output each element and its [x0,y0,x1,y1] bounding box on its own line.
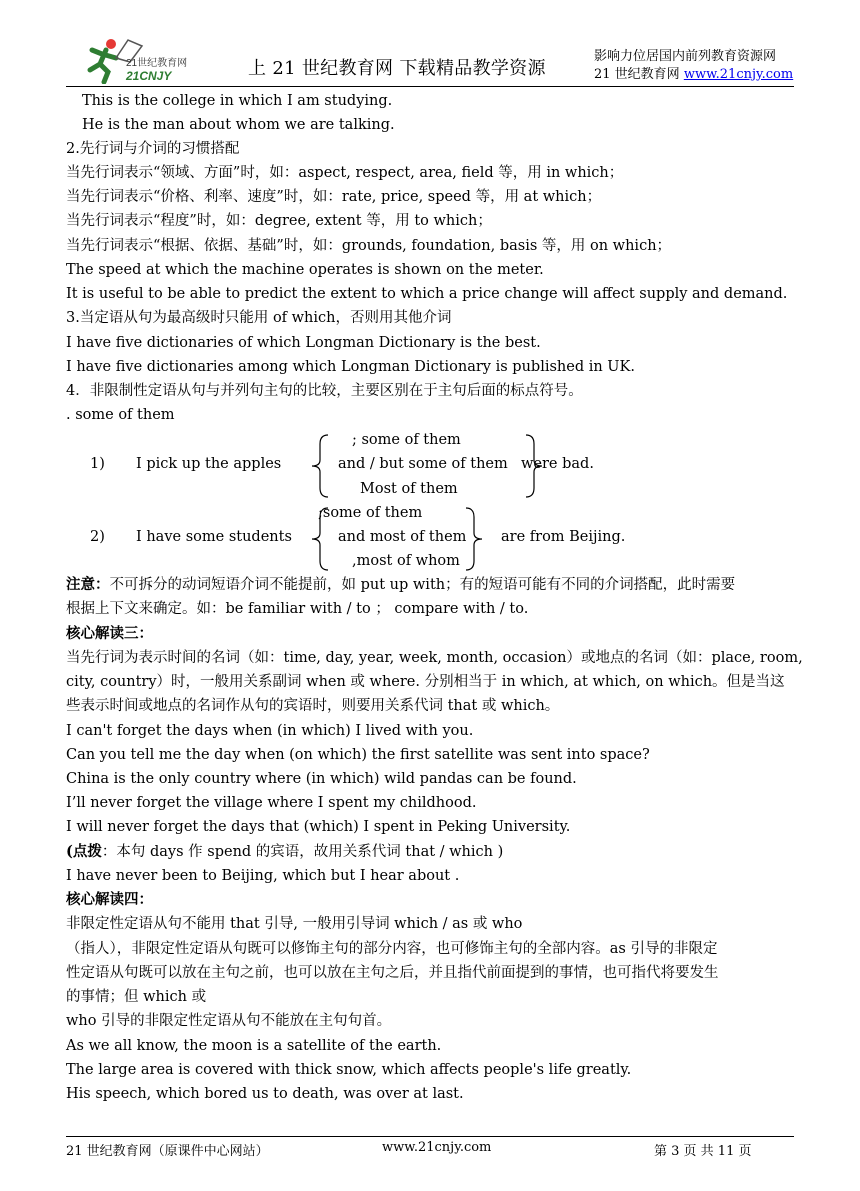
example1-option: Most of them [360,481,458,497]
text-line: The speed at which the machine operates is shown on the meter. [66,262,544,278]
header-right [594,48,794,84]
section-heading: 核心解读三： [66,625,153,642]
right-brace-icon [524,434,544,498]
example1-number: 1) [90,456,105,472]
example-sentence: I can't forget the days when (in which) I lived with you. [66,723,474,739]
svg-text:21CNJY: 21CNJY [126,69,172,83]
example2-option: and most of them [338,529,467,545]
header-tagline: 影响力位居国内前列教育资源网 [594,49,777,64]
header-title: 上 21 世纪教育网 下载精品教学资源 [248,58,546,79]
example-sentence: I’ll never forget the village where I spent my childhood. [66,795,477,811]
text-line: 当先行词为表示时间的名词（如：time, day, year, week, month, occasion）或地点的名词（如：place, room, [66,650,803,666]
note-line [66,576,735,594]
text-line: 4．非限制性定语从句与并列句主句的比较，主要区别在于主句后面的标点符号。 [66,383,583,399]
example-sentence: The large area is covered with thick snow, which affects people's life greatly. [66,1062,632,1078]
example2-main-clause: I have some students [136,529,292,545]
left-brace-icon [310,434,330,498]
text-line: 的事情；但 which 或 [66,989,207,1005]
svg-text:21世纪教育网: 21世纪教育网 [126,58,188,69]
text-line: 当先行词表示“程度”时，如：degree, extent 等，用 to which； [66,213,492,229]
example2-option: ;some of them [318,505,423,521]
note-label: 注意： [66,576,110,593]
text-line: This is the college in which I am studying. [82,93,393,109]
header-divider [66,86,794,87]
text-line: I have five dictionaries of which Longman Dictionary is the best. [66,335,541,351]
example1-option: ; some of them [352,432,461,448]
text-line: （指人），非限定性定语从句既可以修饰主句的部分内容，也可修饰主句的全部内容。as 引导的非限定 [66,941,718,957]
text-line: 当先行词表示“价格、利率、速度”时，如：rate, price, speed 等，用 at which； [66,189,602,205]
text-line: city, country）时，一般用关系副词 when 或 where. 分别相当于 in which, at which, on which。但是当这 [66,674,785,690]
footer-divider [66,1136,794,1137]
tip-text: ：本句 days 作 spend 的宾语，故用关系代词 that / which ) [101,844,504,860]
text-line: He is the man about whom we are talking. [82,117,395,133]
example-sentence: China is the only country where (in which) wild pandas can be found. [66,771,577,787]
header-site-line [594,66,794,84]
example1-main-clause: I pick up the apples [136,456,282,472]
example-sentence: As we all know, the moon is a satellite of the earth. [66,1038,442,1054]
right-brace-icon [464,507,484,571]
example-sentence: I will never forget the days that (which) I spent in Peking University. [66,819,571,835]
footer-page-number: 第 3 页 共 11 页 [654,1144,752,1159]
left-brace-icon [310,507,330,571]
header-site-name: 21 世纪教育网 [594,67,684,82]
example2-number: 2) [90,529,105,545]
text-line: 当先行词表示“根据、依据、基础”时，如：grounds, foundation, basis 等，用 on which； [66,238,672,254]
text-line: 2.先行词与介词的习惯搭配 [66,141,240,157]
text-line: . some of them [66,407,175,423]
footer-site: 21 世纪教育网（原课件中心网站） [66,1144,269,1159]
text-line: I have five dictionaries among which Longman Dictionary is published in UK. [66,359,635,375]
example2-tail: are from Beijing. [501,529,626,545]
text-line: It is useful to be able to predict the extent to which a price change will affect supply and demand. [66,286,788,302]
footer-link[interactable]: www.21cnjy.com [382,1140,492,1155]
tip-line [66,843,503,861]
example-sentence: I have never been to Beijing, which but I hear about . [66,868,460,884]
text-line: 根据上下文来确定。如：be familiar with / to ； compare with / to. [66,601,529,617]
site-logo [66,36,211,84]
text-line: 些表示时间或地点的名词作从句的宾语时，则要用关系代词 that 或 which。 [66,698,560,714]
text-line: 性定语从句既可以放在主句之前，也可以放在主句之后，并且指代前面提到的事情，也可指代将要发生 [66,965,719,981]
example-sentence: Can you tell me the day when (on which) the first satellite was sent into space? [66,747,650,763]
text-line: 当先行词表示“领域、方面”时，如：aspect, respect, area, field 等，用 in which； [66,165,624,181]
text-line: 非限定性定语从句不能用 that 引导, 一般用引导词 which / as 或 who [66,916,523,932]
example1-option: and / but some of them [338,456,508,472]
example2-option: ,most of whom [352,553,460,569]
example1-tail: were bad. [521,456,594,472]
section-heading: 核心解读四： [66,891,153,908]
text-line: who 引导的非限定性定语从句不能放在主句句首。 [66,1013,392,1029]
header-site-link[interactable]: www.21cnjy.com [683,67,794,82]
note-text: 不可拆分的动词短语介词不能提前，如 put up with；有的短语可能有不同的介词搭配，此时需要 [109,577,736,593]
example-sentence: His speech, which bored us to death, was over at last. [66,1086,464,1102]
tip-label: (点拨 [66,843,102,860]
text-line: 3.当定语从句为最高级时只能用 of which，否则用其他介词 [66,310,452,326]
